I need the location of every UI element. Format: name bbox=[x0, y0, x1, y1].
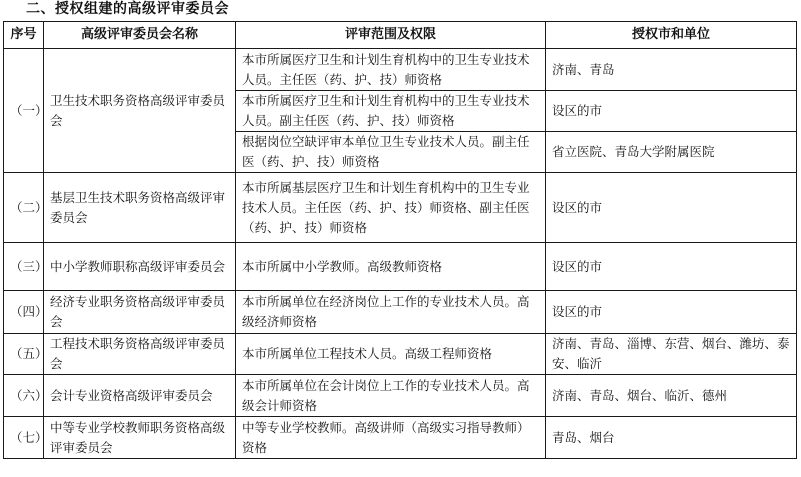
row-seq: （一） bbox=[4, 49, 44, 173]
review-scope: 中等专业学校教师。高级讲师（高级实习指导教师）资格 bbox=[236, 417, 546, 459]
header-auth: 授权市和单位 bbox=[546, 22, 797, 49]
table-row bbox=[4, 49, 797, 91]
authorized-units: 设区的市 bbox=[546, 91, 797, 132]
committee-table bbox=[3, 21, 797, 459]
header-name: 高级评审委员会名称 bbox=[44, 22, 236, 49]
authorized-units: 济南、青岛 bbox=[546, 49, 797, 91]
authorized-units: 青岛、烟台 bbox=[546, 417, 797, 459]
authorized-units: 济南、青岛、烟台、临沂、德州 bbox=[546, 375, 797, 417]
committee-name: 基层卫生技术职务资格高级评审委员会 bbox=[44, 173, 236, 243]
review-scope: 本市所属单位在经济岗位上工作的专业技术人员。高级经济师资格 bbox=[236, 291, 546, 334]
authorized-units: 设区的市 bbox=[546, 173, 797, 243]
review-scope: 本市所属单位在会计岗位上工作的专业技术人员。高级会计师资格 bbox=[236, 375, 546, 417]
header-row bbox=[4, 22, 797, 49]
authorized-units: 济南、青岛、淄博、东营、烟台、潍坊、泰安、临沂 bbox=[546, 334, 797, 375]
table-row bbox=[4, 334, 797, 375]
table-row bbox=[4, 243, 797, 291]
committee-name: 中等专业学校教师职务资格高级评审委员会 bbox=[44, 417, 236, 459]
review-scope: 根据岗位空缺评审本单位卫生专业技术人员。副主任医（药、护、技）师资格 bbox=[236, 132, 546, 173]
table-row bbox=[4, 291, 797, 334]
row-seq: （三） bbox=[4, 243, 44, 291]
row-seq: （二） bbox=[4, 173, 44, 243]
authorized-units: 设区的市 bbox=[546, 291, 797, 334]
table-row bbox=[4, 173, 797, 243]
row-seq: （七） bbox=[4, 417, 44, 459]
review-scope: 本市所属单位工程技术人员。高级工程师资格 bbox=[236, 334, 546, 375]
header-seq: 序号 bbox=[4, 22, 44, 49]
authorized-units: 省立医院、青岛大学附属医院 bbox=[546, 132, 797, 173]
row-seq: （五） bbox=[4, 334, 44, 375]
authorized-units: 设区的市 bbox=[546, 243, 797, 291]
row-seq: （四） bbox=[4, 291, 44, 334]
section-title: 二、授权组建的高级评审委员会 bbox=[26, 1, 229, 17]
committee-name: 经济专业职务资格高级评审委员会 bbox=[44, 291, 236, 334]
review-scope: 本市所属中小学教师。高级教师资格 bbox=[236, 243, 546, 291]
review-scope: 本市所属基层医疗卫生和计划生育机构中的卫生专业技术人员。主任医（药、护、技）师资格、副主任医（药、护、技）师资格 bbox=[236, 173, 546, 243]
table-row bbox=[4, 375, 797, 417]
committee-name: 卫生技术职务资格高级评审委员会 bbox=[44, 49, 236, 173]
table-row bbox=[4, 417, 797, 459]
header-scope: 评审范围及权限 bbox=[236, 22, 546, 49]
review-scope: 本市所属医疗卫生和计划生育机构中的卫生专业技术人员。主任医（药、护、技）师资格 bbox=[236, 49, 546, 91]
review-scope: 本市所属医疗卫生和计划生育机构中的卫生专业技术人员。副主任医（药、护、技）师资格 bbox=[236, 91, 546, 132]
committee-name: 会计专业资格高级评审委员会 bbox=[44, 375, 236, 417]
committee-name: 工程技术职务资格高级评审委员会 bbox=[44, 334, 236, 375]
committee-name: 中小学教师职称高级评审委员会 bbox=[44, 243, 236, 291]
row-seq: （六） bbox=[4, 375, 44, 417]
